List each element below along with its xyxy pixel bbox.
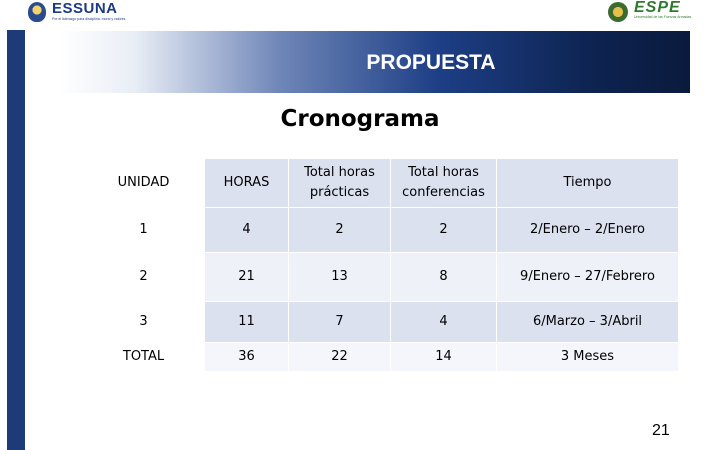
cell-tiempo: 3 Meses xyxy=(497,343,679,372)
cell-practicas: 22 xyxy=(289,343,391,372)
cell-tiempo: 2/Enero – 2/Enero xyxy=(497,208,679,253)
cell-horas: 36 xyxy=(205,343,289,372)
cell-horas: 11 xyxy=(205,302,289,343)
cell-conferencias: 14 xyxy=(391,343,497,372)
essuna-seal-icon xyxy=(28,2,46,22)
header-total-horas-conferencias: Total horas conferencias xyxy=(391,159,497,208)
header-horas: HORAS xyxy=(205,159,289,208)
table-row xyxy=(83,302,679,343)
table-row xyxy=(83,208,679,253)
header-unidad: UNIDAD xyxy=(83,159,205,208)
espe-seal-icon xyxy=(608,2,628,22)
cell-practicas: 2 xyxy=(289,208,391,253)
cell-horas: 4 xyxy=(205,208,289,253)
schedule-table xyxy=(82,158,679,372)
table-row xyxy=(83,253,679,302)
table-header-row xyxy=(83,159,679,208)
cell-conferencias: 4 xyxy=(391,302,497,343)
header-tiempo: Tiempo xyxy=(497,159,679,208)
cell-unidad: 3 xyxy=(83,302,205,343)
cell-unidad: 2 xyxy=(83,253,205,302)
cell-practicas: 7 xyxy=(289,302,391,343)
title-banner xyxy=(58,31,690,93)
cell-unidad: TOTAL xyxy=(83,343,205,372)
cell-practicas: 13 xyxy=(289,253,391,302)
cell-conferencias: 2 xyxy=(391,208,497,253)
essuna-logo-tagline: Por el liderazgo para disciplina, moral y valores xyxy=(52,17,126,21)
espe-logo-subtitle: Universidad de las Fuerzas Armadas xyxy=(634,15,692,19)
page-number: 21 xyxy=(652,422,670,439)
cell-unidad: 1 xyxy=(83,208,205,253)
header-total-horas-practicas: Total horas prácticas xyxy=(289,159,391,208)
slide-subtitle: Cronograma xyxy=(280,106,440,132)
table-total-row xyxy=(83,343,679,372)
essuna-logo-name: ESSUNA xyxy=(52,0,118,17)
left-accent-bar xyxy=(7,30,25,450)
cell-tiempo: 6/Marzo – 3/Abril xyxy=(497,302,679,343)
cell-tiempo: 9/Enero – 27/Febrero xyxy=(497,253,679,302)
espe-logo-name: ESPE xyxy=(634,0,681,16)
banner-title: PROPUESTA xyxy=(366,51,496,74)
espe-logo xyxy=(604,0,716,26)
cell-conferencias: 8 xyxy=(391,253,497,302)
essuna-logo xyxy=(28,0,128,26)
cell-horas: 21 xyxy=(205,253,289,302)
